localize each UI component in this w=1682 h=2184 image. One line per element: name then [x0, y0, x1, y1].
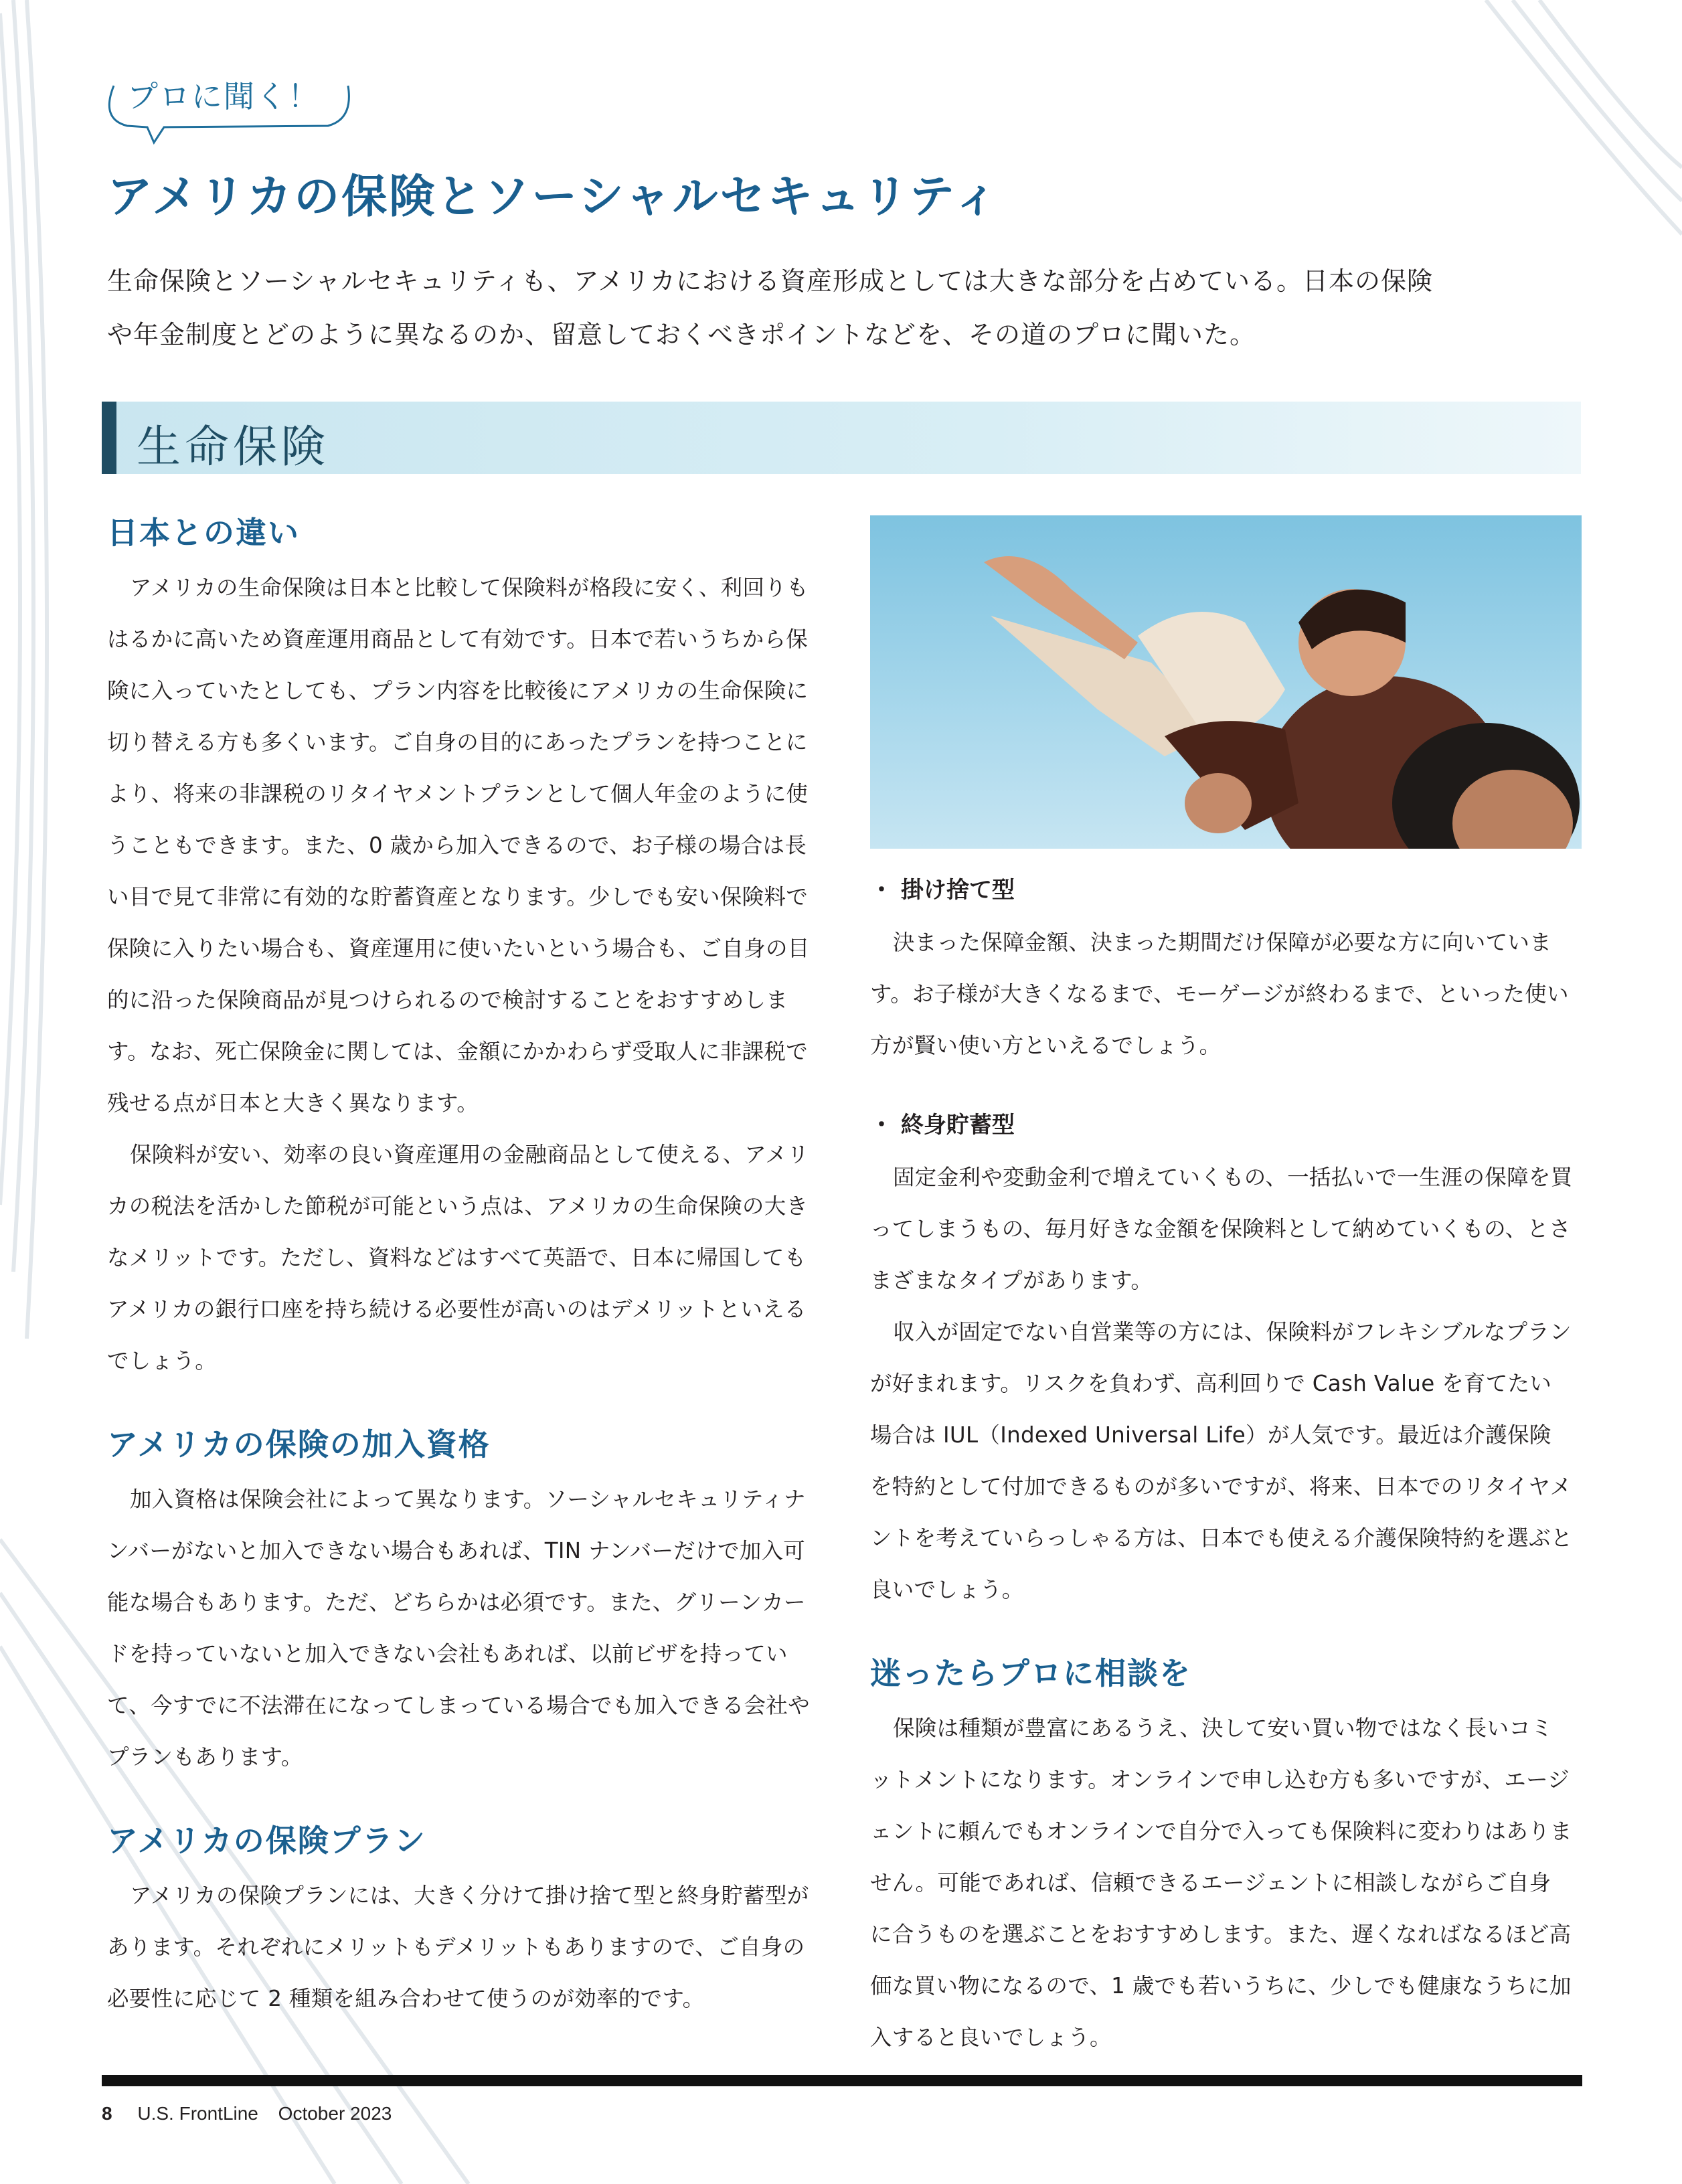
- paragraph: 保険は種類が豊富にあるうえ、決して安い買い物ではなく長いコミットメントになります。オンラインで申し込む方も多いですが、エージェントに頼んでもオンラインで自分で入っても保険料に変わりはありません。可能であれば、信頼できるエージェントに相談しながらご自身に合うものを選ぶことをおすすめします。また、遅くなればなるほど高価な買い物になるので、1 歳でも若いうちに、少しでも健康なうちに加入すると良いでしょう。: [870, 1715, 1572, 2050]
- paragraph: アメリカの生命保険は日本と比較して保険料が格段に安く、利回りもはるかに高いため資産運用商品として有効です。日本で若いうちから保険に入っていたとしても、プラン内容を比較後にアメリカの生命保険に切り替える方も多くいます。ご自身の目的にあったプランを持つことにより、将来の非課税のリタイヤメントプランとして個人年金のように使うこともできます。また、0 歳から加入できるので、お子様の場合は長い目で見て非常に有効的な貯蓄資産となります。少しでも安い保険料で保険に入りたい場合も、資産運用に使いたいという場合も、ご自身の目的に沿った保険商品が見つけられるので検討することをおすすめします。なお、死亡保険金に関しては、金額にかかわらず受取人に非課税で残せる点が日本と大きく異なります。: [107, 575, 810, 1116]
- publication-name: U.S. FrontLine: [137, 2103, 258, 2124]
- page-title: アメリカの保険とソーシャルセキュリティ: [107, 171, 1001, 224]
- paragraph: 収入が固定でない自営業等の方には、保険料がフレキシブルなプランが好まれます。リスクを負わず、高利回りで Cash Value を育てたい場合は IUL（Indexed Universal Life）が人気です。最近は介護保険を特約として付加できるものが多いですが、将来、日本でのリタイヤメントを考えていらっしゃる方は、日本でも使える介護保険特約を選ぶと良いでしょう。: [870, 1319, 1573, 1602]
- right-column: [870, 870, 1573, 2064]
- subheading-eligibility: アメリカの保険の加入資格: [107, 1426, 491, 1462]
- bullet-term-insurance: ・ 掛け捨て型: [870, 877, 1015, 904]
- intro-line: や年金制度とどのように異なるのか、留意しておくべきポイントなどを、その道のプロに聞いた。: [107, 320, 1256, 349]
- footer-rule: [102, 2075, 1582, 2086]
- section-title: 生命保険: [137, 421, 329, 473]
- paragraph: 決まった保障金額、決まった期間だけ保障が必要な方に向いています。お子様が大きくなるまで、モーゲージが終わるまで、といった使い方が賢い使い方といえるでしょう。: [870, 930, 1569, 1058]
- subheading-consult-pro: 迷ったらプロに相談を: [870, 1655, 1191, 1691]
- page-number: 8: [102, 2103, 112, 2124]
- photo-child-playing: [870, 515, 1582, 849]
- issue-date: October 2023: [278, 2103, 392, 2124]
- intro-line: 生命保険とソーシャルセキュリティも、アメリカにおける資産形成としては大きな部分を占めている。日本の保険: [107, 266, 1434, 296]
- bullet-whole-life-savings: ・ 終身貯蓄型: [870, 1112, 1015, 1139]
- section-accent-bar: [102, 402, 116, 474]
- subheading-insurance-plans: アメリカの保険プラン: [107, 1823, 426, 1859]
- paragraph: アメリカの保険プランには、大きく分けて掛け捨て型と終身貯蓄型があります。それぞれにメリットもデメリットもありますので、ご自身の必要性に応じて 2 種類を組み合わせて使うのが効率的です。: [107, 1883, 809, 2011]
- section-header-band: [102, 402, 1581, 474]
- section-tag: プロに聞く！: [127, 78, 320, 114]
- subheading-japan-difference: 日本との違い: [107, 515, 300, 551]
- paragraph: 固定金利や変動金利で増えていくもの、一括払いで一生涯の保障を買ってしまうもの、毎月好きな金額を保険料として納めていくもの、とさまざまなタイプがあります。: [870, 1165, 1573, 1293]
- paragraph: 保険料が安い、効率の良い資産運用の金融商品として使える、アメリカの税法を活かした節税が可能という点は、アメリカの生命保険の大きなメリットです。ただし、資料などはすべて英語で、日本に帰国してもアメリカの銀行口座を持ち続ける必要性が高いのはデメリットといえるでしょう。: [107, 1142, 809, 1373]
- left-column: [107, 509, 810, 2025]
- intro-text: [107, 254, 1486, 361]
- footer: [102, 2103, 392, 2124]
- paragraph: 加入資格は保険会社によって異なります。ソーシャルセキュリティナンバーがないと加入できない場合もあれば、TIN ナンバーだけで加入可能な場合もあります。ただ、どちらかは必須です。また、グリーンカードを持っていないと加入できない会社もあれば、以前ビザを持っていて、今すでに不法滞在になってしまっている場合でも加入できる会社やプランもあります。: [107, 1487, 810, 1770]
